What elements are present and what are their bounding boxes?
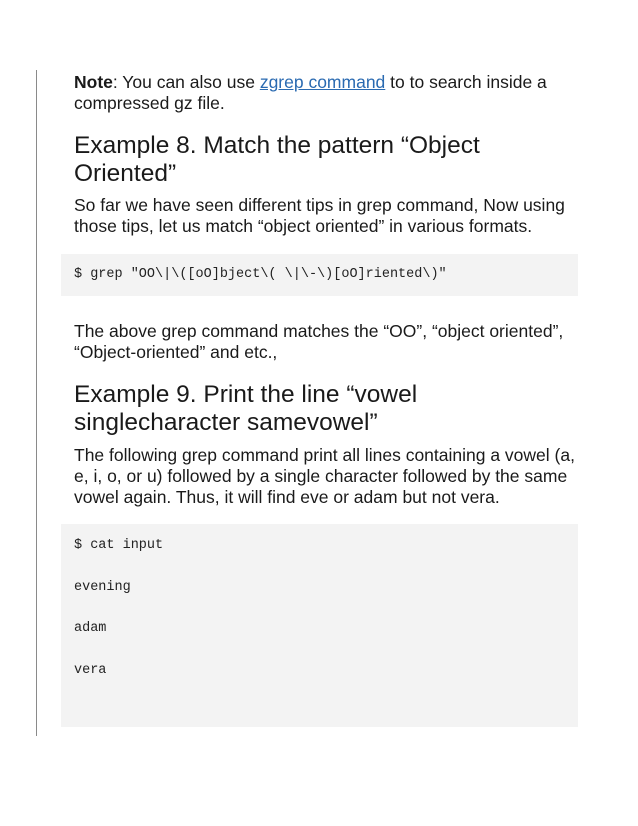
note-paragraph xyxy=(74,72,580,114)
note-label: Note xyxy=(74,72,113,92)
code-line: vera xyxy=(74,662,107,678)
note-text-before-link: : You can also use xyxy=(112,72,260,92)
note-text-after-link: to to search inside a compressed gz file. xyxy=(74,72,547,113)
code-line: $ grep "OO\|\([oO]bject\( \|\-\)[oO]riented\)" xyxy=(74,267,447,282)
example-9-paragraph: The following grep command print all lines containing a vowel (a, e, i, o, or u) followed by a single character followed by the same vowel again. Thus, it will find eve or adam but not vera. xyxy=(74,445,575,507)
code-line: adam xyxy=(74,621,107,636)
example-8-paragraph: So far we have seen different tips in grep command, Now using those tips, let us match “object oriented” in various formats. xyxy=(74,195,565,236)
code-line: evening xyxy=(74,579,131,595)
document-body xyxy=(74,72,580,727)
code-line: $ cat input xyxy=(74,538,164,553)
example-8-code-block xyxy=(61,254,578,296)
page-margin-rule xyxy=(36,70,37,736)
example-9-code-block xyxy=(61,524,578,727)
code-line xyxy=(74,703,578,745)
example-8-heading: Example 8. Match the pattern “Object Oriented” xyxy=(74,132,480,187)
example-9-heading: Example 9. Print the line “vowel singlecharacter samevowel” xyxy=(74,381,418,436)
zgrep-command-link[interactable]: zgrep command xyxy=(259,72,386,92)
example-8-explanation: The above grep command matches the “OO”, “object oriented”, “Object-oriented” and etc., xyxy=(74,321,564,362)
